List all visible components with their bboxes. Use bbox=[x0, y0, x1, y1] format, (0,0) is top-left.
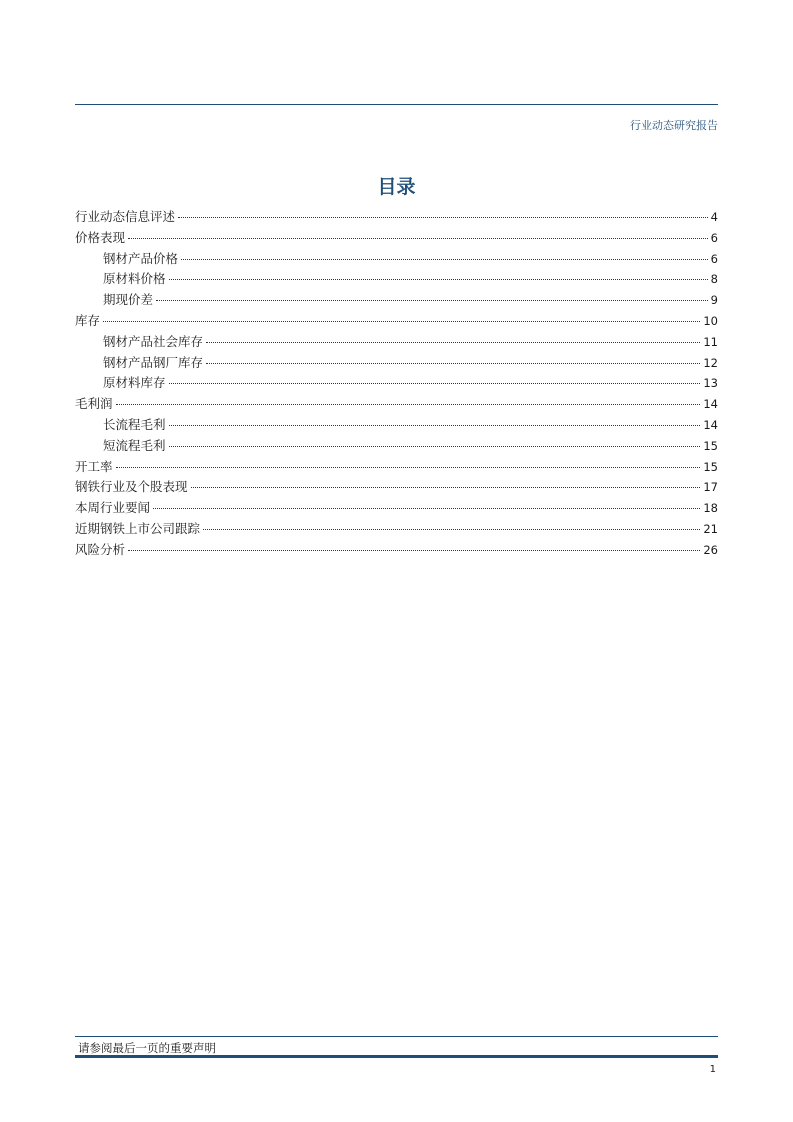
toc-entry-raw-material-inventory[interactable] bbox=[75, 373, 718, 394]
footer-rule-bottom bbox=[75, 1055, 718, 1058]
toc-entry-page: 11 bbox=[703, 334, 718, 349]
toc-entry-page: 18 bbox=[703, 501, 718, 516]
toc-entry-price-performance[interactable] bbox=[75, 228, 718, 249]
toc-entry-label: 行业动态信息评述 bbox=[75, 209, 176, 224]
toc-entry-page: 4 bbox=[710, 210, 718, 224]
report-type-label: 行业动态研究报告 bbox=[630, 119, 718, 132]
toc-entry-label: 原材料价格 bbox=[103, 271, 166, 287]
toc-entry-social-inventory[interactable] bbox=[75, 332, 718, 353]
toc-entry-label: 库存 bbox=[75, 312, 101, 328]
toc-entry-label: 短流程毛利 bbox=[103, 437, 166, 453]
dot-leader bbox=[116, 467, 701, 468]
toc-entry-label: 钢材产品钢厂库存 bbox=[103, 354, 204, 370]
toc-entry-page: 12 bbox=[703, 355, 718, 370]
toc-entry-label: 风险分析 bbox=[75, 541, 126, 557]
dot-leader bbox=[169, 425, 701, 426]
toc-entry-page: 14 bbox=[703, 397, 718, 412]
dot-leader bbox=[169, 383, 701, 384]
dot-leader bbox=[203, 529, 700, 530]
toc-entry-label: 毛利润 bbox=[75, 396, 113, 412]
dot-leader bbox=[128, 238, 708, 239]
dot-leader bbox=[153, 508, 700, 509]
toc-entry-page: 17 bbox=[703, 480, 718, 495]
toc-entry-label: 开工率 bbox=[75, 458, 113, 474]
toc-entry-page: 9 bbox=[710, 293, 718, 308]
toc-entry-futures-spot-spread[interactable] bbox=[75, 290, 718, 311]
toc-entry-company-tracking[interactable] bbox=[75, 519, 718, 540]
disclaimer-text: 请参阅最后一页的重要声明 bbox=[78, 1041, 216, 1055]
dot-leader bbox=[169, 446, 701, 447]
toc-entry-gross-profit[interactable] bbox=[75, 394, 718, 415]
toc-entry-raw-material-price[interactable] bbox=[75, 269, 718, 290]
toc-entry-operating-rate[interactable] bbox=[75, 457, 718, 478]
toc-entry-inventory[interactable] bbox=[75, 311, 718, 332]
toc-entry-page: 13 bbox=[703, 376, 718, 391]
dot-leader bbox=[116, 404, 701, 405]
toc-entry-label: 期现价差 bbox=[103, 292, 154, 308]
toc-entry-label: 钢材产品价格 bbox=[103, 250, 179, 266]
toc-entry-label: 原材料库存 bbox=[103, 375, 166, 391]
toc-entry-weekly-news[interactable] bbox=[75, 498, 718, 519]
toc-entry-short-process-margin[interactable] bbox=[75, 436, 718, 457]
toc-entry-page: 6 bbox=[710, 230, 718, 245]
toc-entry-industry-stock-performance[interactable] bbox=[75, 477, 718, 498]
dot-leader bbox=[206, 363, 700, 364]
toc-entry-steel-product-price[interactable] bbox=[75, 249, 718, 270]
toc-title: 目录 bbox=[377, 176, 416, 198]
table-of-contents bbox=[75, 207, 718, 561]
toc-entry-label: 长流程毛利 bbox=[103, 416, 166, 432]
toc-entry-page: 10 bbox=[703, 313, 718, 328]
dot-leader bbox=[178, 217, 708, 218]
toc-entry-risk-analysis[interactable] bbox=[75, 540, 718, 561]
toc-entry-page: 6 bbox=[710, 251, 718, 266]
dot-leader bbox=[103, 321, 700, 322]
toc-entry-industry-review[interactable] bbox=[75, 207, 718, 228]
dot-leader bbox=[181, 259, 708, 260]
dot-leader bbox=[169, 279, 708, 280]
dot-leader bbox=[156, 300, 708, 301]
toc-entry-long-process-margin[interactable] bbox=[75, 415, 718, 436]
toc-entry-label: 本周行业要闻 bbox=[75, 500, 151, 516]
toc-entry-label: 近期钢铁上市公司跟踪 bbox=[75, 520, 201, 536]
toc-entry-mill-inventory[interactable] bbox=[75, 353, 718, 374]
toc-entry-page: 14 bbox=[703, 417, 718, 432]
dot-leader bbox=[191, 487, 701, 488]
toc-entry-page: 21 bbox=[703, 521, 718, 536]
toc-entry-label: 钢材产品社会库存 bbox=[103, 333, 204, 349]
header-rule bbox=[75, 104, 718, 105]
page-number: 1 bbox=[709, 1064, 716, 1075]
toc-entry-label: 钢铁行业及个股表现 bbox=[75, 479, 188, 495]
toc-entry-page: 15 bbox=[703, 438, 718, 453]
toc-entry-page: 26 bbox=[703, 542, 718, 557]
dot-leader bbox=[206, 342, 700, 343]
toc-entry-page: 15 bbox=[703, 459, 718, 474]
toc-entry-page: 8 bbox=[710, 272, 718, 287]
toc-entry-label: 价格表现 bbox=[75, 229, 126, 245]
dot-leader bbox=[128, 550, 700, 551]
footer-rule-top bbox=[75, 1036, 718, 1037]
